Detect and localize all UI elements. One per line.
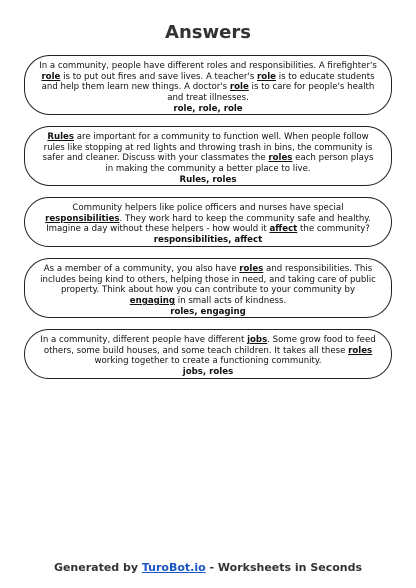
question-text (39, 203, 377, 235)
answer-text: responsibilities, affect (153, 235, 263, 246)
answer-text: roles, engaging (170, 306, 246, 317)
footer-prefix: Generated by (53, 561, 142, 574)
answer-card (24, 258, 392, 318)
answer-card (24, 126, 392, 186)
text-run: is to care for people's health and treat illnesses. (167, 82, 375, 104)
vocab-word: Rules (47, 132, 74, 142)
vocab-word: roles (268, 153, 293, 164)
answer-card (24, 55, 392, 115)
vocab-word: role (257, 71, 276, 82)
vocab-word: role (229, 82, 249, 93)
vocab-word: roles (239, 264, 264, 274)
text-run: In a community, people have different roles and responsibilities. A firefighter's (39, 61, 377, 71)
question-text (39, 132, 377, 175)
vocab-word: affect (269, 224, 298, 235)
vocab-word: role (41, 71, 61, 82)
answer-text: Rules, roles (179, 174, 237, 185)
footer-suffix: - Worksheets in Seconds (205, 561, 363, 574)
text-run: each person plays in making the community a better place to live. (105, 153, 374, 175)
vocab-word: responsibilities (45, 213, 120, 224)
text-run: As a member of a community, you also have (43, 264, 240, 274)
text-run: are important for a community to function well. When people follow rules like stopping at red lights and throwing trash in bins, the community is safer and cleaner. Discuss with your classmates the (42, 132, 373, 164)
text-run: In a community, different people have different (40, 335, 248, 345)
vocab-word: engaging (129, 296, 176, 307)
text-run: . They work hard to keep the community safe and healthy. Imagine a day without these helpers - how would it (46, 213, 371, 235)
question-text (39, 335, 377, 367)
text-run: in small acts of kindness. (175, 296, 287, 307)
question-text (39, 264, 377, 307)
answer-text: jobs, roles (182, 367, 234, 378)
text-run: working together to create a functioning community. (94, 356, 322, 367)
text-run: Community helpers like police officers and nurses have special (72, 203, 344, 213)
text-run: and responsibilities. This includes being kind to others, helping those in need, and taking care of public property. Think about how you can contribute to your community by (40, 264, 376, 296)
text-run: the community? (297, 224, 370, 235)
answer-card (24, 197, 392, 247)
answer-card (24, 329, 392, 379)
footer (0, 561, 416, 574)
text-run: is to educate students and help them learn new things. A doctor's (41, 71, 375, 93)
vocab-word: roles (348, 345, 373, 356)
page-title: Answers (165, 22, 251, 43)
text-run: . Some grow food to feed others, some build houses, and some teach children. It takes all these (43, 335, 376, 356)
text-run: is to put out fires and save lives. A teacher's (60, 71, 258, 82)
answer-text: role, role, role (173, 103, 243, 114)
question-text (39, 61, 377, 104)
turobot-link[interactable]: TuroBot.io (141, 561, 206, 574)
vocab-word: jobs (247, 335, 268, 345)
